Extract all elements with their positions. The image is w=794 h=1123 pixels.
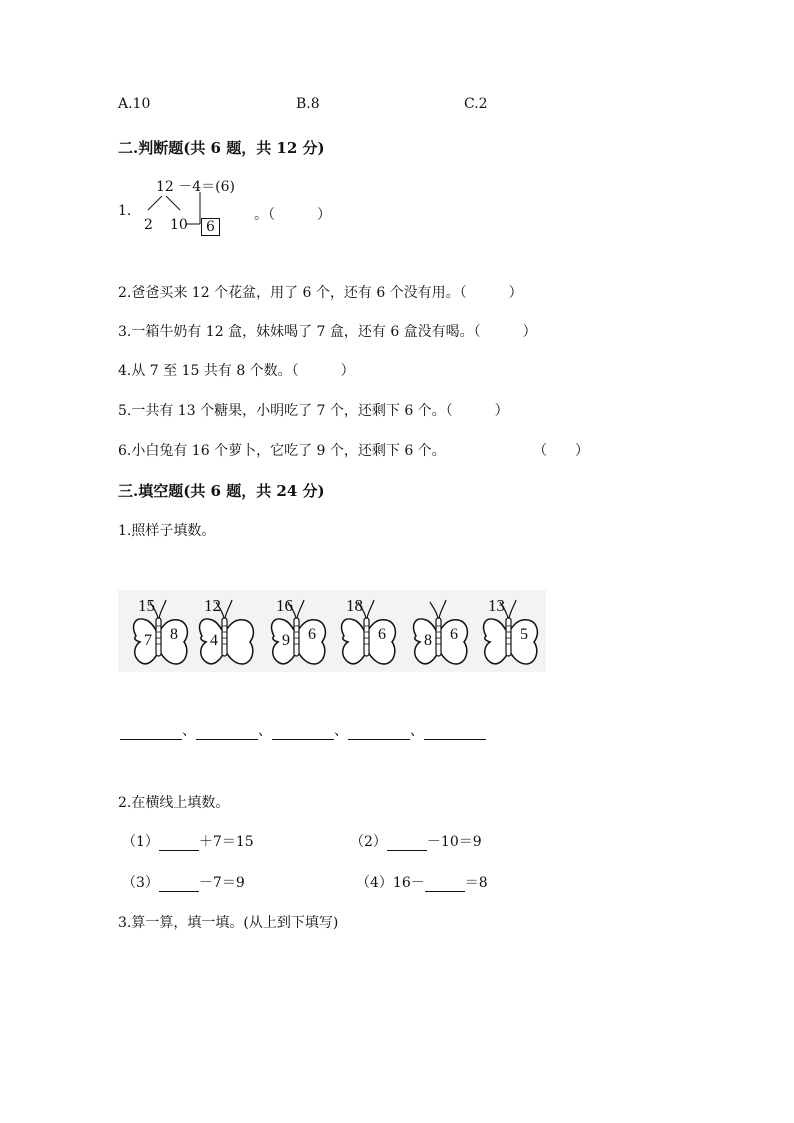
judge-q5: 5.一共有 13 个糖果，小明吃了 7 个，还剩下 6 个。（ ） bbox=[118, 403, 509, 419]
butterfly-right-wing-number: 6 bbox=[450, 626, 458, 643]
answer-blank-1[interactable] bbox=[120, 725, 182, 740]
judge-q4: 4.从 7 至 15 共有 8 个数。（ ） bbox=[118, 363, 355, 379]
fill-item-2-label: （2） bbox=[350, 834, 387, 850]
butterfly-top-number: 13 bbox=[488, 596, 505, 615]
fill-item-3 bbox=[122, 872, 245, 892]
fill-item-1-expression: ＋7＝15 bbox=[198, 834, 254, 850]
fill-q1-title: 1.照样子填数。 bbox=[118, 523, 216, 539]
butterfly-right-wing-number: 5 bbox=[520, 626, 528, 643]
section3-heading: 三.填空题(共 6 题，共 24 分) bbox=[118, 482, 325, 500]
fill-item-1-blank[interactable] bbox=[159, 836, 199, 851]
separator: 、 bbox=[258, 723, 272, 739]
judge-q1-diagram bbox=[118, 172, 348, 242]
split-left-number: 2 bbox=[144, 217, 153, 233]
butterfly-1 bbox=[128, 596, 190, 672]
butterfly-3 bbox=[266, 596, 328, 672]
answer-blank-2[interactable] bbox=[196, 725, 258, 740]
butterfly-4 bbox=[336, 596, 398, 672]
answer-blank-5[interactable] bbox=[424, 725, 486, 740]
option-c: C.2 bbox=[464, 96, 488, 112]
fill-q1-answer-blanks[interactable] bbox=[120, 720, 486, 740]
butterfly-top-number: 16 bbox=[276, 596, 293, 615]
judge-q1-answer-paren: 。（ ） bbox=[254, 207, 331, 223]
fill-item-2-blank[interactable] bbox=[387, 836, 427, 851]
butterfly-right-wing-number: 8 bbox=[170, 626, 178, 643]
butterfly-left-wing-number: 8 bbox=[424, 632, 432, 649]
fill-item-4-blank[interactable] bbox=[425, 877, 465, 892]
butterfly-right-wing-number: 6 bbox=[308, 626, 316, 643]
butterfly-left-wing-number: 4 bbox=[210, 632, 218, 649]
option-a: A.10 bbox=[118, 96, 151, 112]
separator: 、 bbox=[182, 723, 196, 739]
judge-q3: 3.一箱牛奶有 12 盒，妹妹喝了 7 盒，还有 6 盒没有喝。（ ） bbox=[118, 324, 537, 340]
butterfly-top-number: 12 bbox=[204, 596, 221, 615]
fill-item-1-label: （1） bbox=[122, 834, 159, 850]
fill-item-4-expression: ＝8 bbox=[464, 875, 488, 891]
butterfly-right-wing-number: 6 bbox=[378, 626, 386, 643]
butterfly-left-wing-number: 9 bbox=[282, 632, 290, 649]
fill-item-4-label: （4）16－ bbox=[356, 875, 425, 891]
fill-q3-title: 3.算一算，填一填。(从上到下填写) bbox=[118, 915, 339, 931]
butterfly-icon bbox=[408, 596, 470, 672]
judge-q1-expression: 12 －4＝(6) bbox=[156, 179, 236, 195]
separator: 、 bbox=[334, 723, 348, 739]
butterfly-top-number: 15 bbox=[138, 596, 155, 615]
answer-blank-4[interactable] bbox=[348, 725, 410, 740]
judge-q6-paren: （ ） bbox=[533, 443, 589, 459]
judge-q2: 2.爸爸买来 12 个花盆，用了 6 个，还有 6 个没有用。（ ） bbox=[118, 285, 523, 301]
fill-item-2 bbox=[350, 831, 482, 851]
fill-item-4 bbox=[356, 872, 488, 892]
judge-q6: 6.小白兔有 16 个萝卜，它吃了 9 个，还剩下 6 个。 bbox=[118, 443, 446, 459]
separator: 、 bbox=[410, 723, 424, 739]
fill-item-3-expression: －7＝9 bbox=[198, 875, 245, 891]
fill-item-3-label: （3） bbox=[122, 875, 159, 891]
fill-item-2-expression: －10＝9 bbox=[426, 834, 482, 850]
fill-q2-title: 2.在横线上填数。 bbox=[118, 795, 230, 811]
fill-item-1 bbox=[122, 831, 254, 851]
butterfly-top-number: 18 bbox=[346, 596, 363, 615]
boxed-result: 6 bbox=[201, 218, 220, 236]
butterfly-6 bbox=[478, 596, 540, 672]
section2-heading: 二.判断题(共 6 题，共 12 分) bbox=[118, 139, 325, 157]
judge-q1-number: 1. bbox=[118, 203, 132, 219]
split-right-number: 10 bbox=[170, 217, 188, 233]
fill-item-3-blank[interactable] bbox=[159, 877, 199, 892]
butterfly-2 bbox=[194, 596, 256, 672]
answer-blank-3[interactable] bbox=[272, 725, 334, 740]
butterfly-5 bbox=[408, 596, 470, 672]
butterfly-left-wing-number: 7 bbox=[144, 632, 152, 649]
option-b: B.8 bbox=[296, 96, 320, 112]
